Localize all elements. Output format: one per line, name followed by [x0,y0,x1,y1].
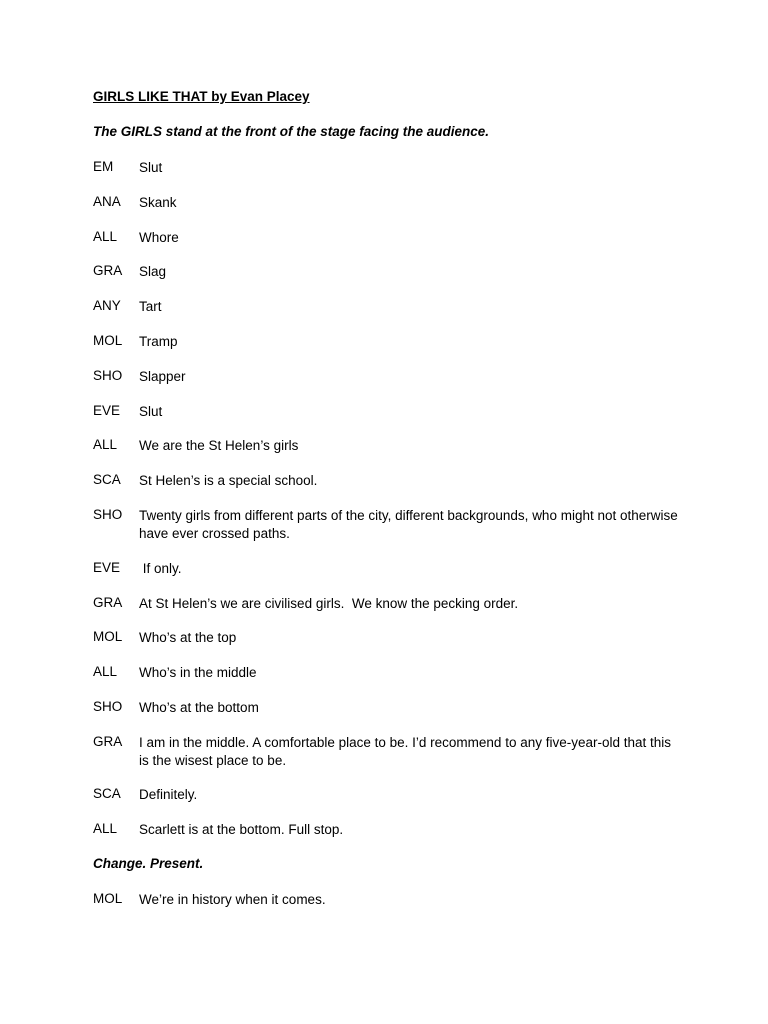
speaker-name: GRA [93,734,123,749]
speaker-name: ALL [93,821,118,836]
speech-text: St Helen’s is a special school. [139,473,318,488]
stage-direction: Change. Present. [93,856,204,871]
speech-text: Skank [139,195,177,210]
speaker-name: ANA [93,194,121,209]
speaker-name: ALL [93,664,118,679]
speech-text: Whore [139,230,179,245]
speaker-name: MOL [93,333,123,348]
speaker-name: MOL [93,629,123,644]
speech-text: Tart [139,299,162,314]
speech-text: Slut [139,404,163,419]
speaker-name: EVE [93,403,121,418]
document-title: GIRLS LIKE THAT by Evan Placey [93,89,310,104]
speech-text: Who’s at the top [139,630,237,645]
speech-text: We are the St Helen’s girls [139,438,299,453]
speaker-name: GRA [93,263,123,278]
speech-text: Slag [139,264,167,279]
speaker-name: GRA [93,595,123,610]
speech-text: I am in the middle. A comfortable place to be. I’d recommend to any five-year-old that this is the wisest place to be. [139,735,672,768]
speech-text: At St Helen’s we are civilised girls. We know the pecking order. [139,596,519,611]
speech-text: Slut [139,160,163,175]
speaker-name: MOL [93,891,123,906]
speech-text: Definitely. [139,787,198,802]
speaker-name: SHO [93,699,123,714]
speech-text: Who’s in the middle [139,665,257,680]
speaker-name: ALL [93,229,118,244]
speaker-name: SHO [93,368,123,383]
speaker-name: ANY [93,298,121,313]
speech-text: If only. [139,561,182,576]
speaker-name: SCA [93,786,121,801]
speaker-name: ALL [93,437,118,452]
speech-text: Slapper [139,369,186,384]
stage-direction: The GIRLS stand at the front of the stage facing the audience. [93,124,490,139]
speech-text: Who’s at the bottom [139,700,259,715]
speech-text: We’re in history when it comes. [139,892,326,907]
speech-text: Twenty girls from different parts of the city, different backgrounds, who might not otherwise have ever crossed paths. [139,508,678,541]
speaker-name: EVE [93,560,121,575]
speaker-name: SHO [93,507,123,522]
speech-text: Tramp [139,334,178,349]
speaker-name: SCA [93,472,121,487]
speech-text: Scarlett is at the bottom. Full stop. [139,822,344,837]
speaker-name: EM [93,159,114,174]
